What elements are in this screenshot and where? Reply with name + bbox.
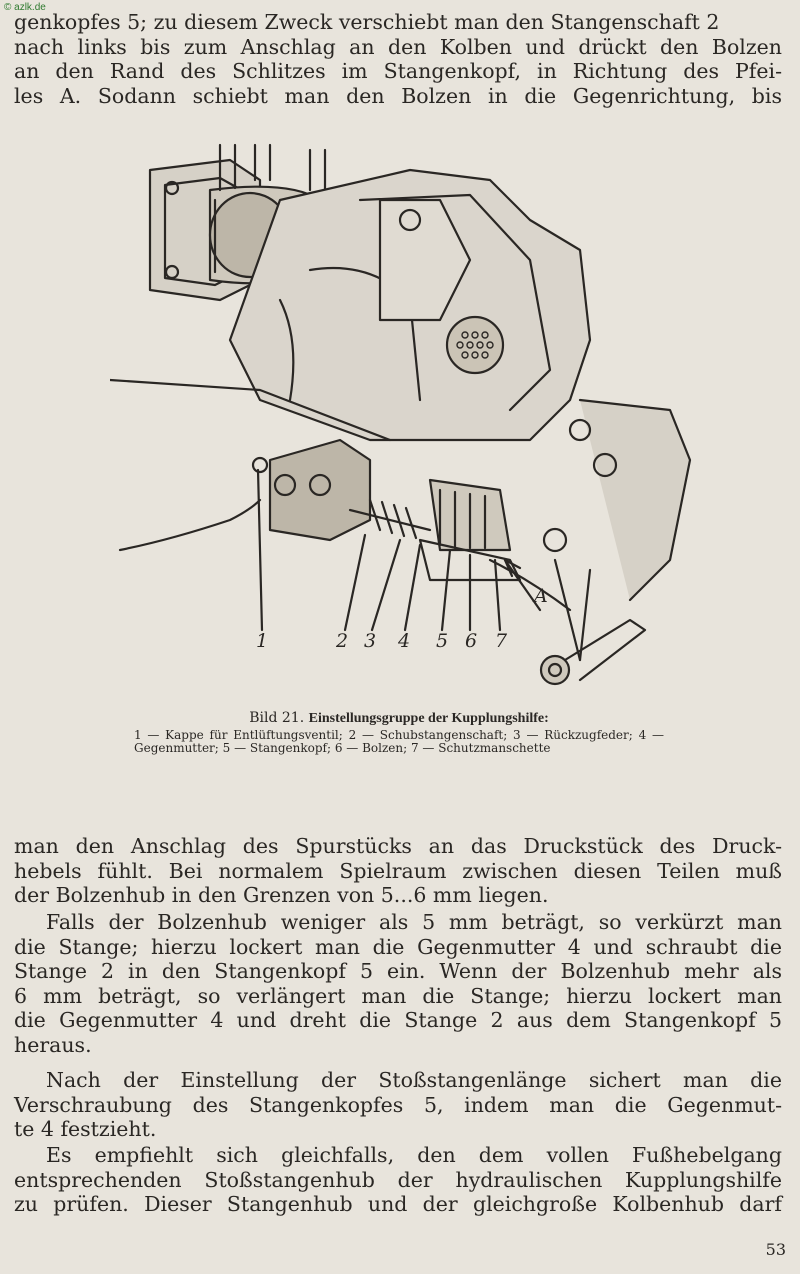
text-line: Es empfiehlt sich gleichfalls, den dem vollen Fußhebelgang <box>46 1143 782 1167</box>
paragraph <box>14 834 782 908</box>
text-line: te 4 festzieht. <box>14 1117 157 1141</box>
paragraph <box>14 1143 782 1217</box>
caption-heading: Einstellungsgruppe der Kupplungshilfe: <box>308 711 549 726</box>
text-line: Nach der Einstellung der Stoßstangenlänge sichert man die <box>46 1068 782 1092</box>
callout-7: 7 <box>495 630 508 652</box>
callout-4: 4 <box>398 630 411 652</box>
callout-5: 5 <box>436 630 449 652</box>
text-line: die Stange; hierzu lockert man die Gegenmutter 4 und schraubt die <box>14 934 782 959</box>
text-line: les A. Sodann schiebt man den Bolzen in die Gegenrichtung, bis <box>14 83 782 108</box>
callout-2: 2 <box>336 630 349 652</box>
caption-title <box>134 712 664 726</box>
text-line: nach links bis zum Anschlag an den Kolben und drückt den Bolzen <box>14 34 782 59</box>
caption-legend: 1 — Kappe für Entlüftungsventil; 2 — Schubstangenschaft; 3 — Rückzugfeder; 4 — Gegenmutter; 5 — Stangenkopf; 6 — Bolzen; 7 — Schutzmanschette <box>134 727 664 755</box>
callout-6: 6 <box>465 630 478 652</box>
text-line: Falls der Bolzenhub weniger als 5 mm beträgt, so verkürzt man <box>46 910 782 934</box>
text-line: genkopfes 5; zu diesem Zweck verschiebt man den Stangenschaft 2 <box>14 10 720 34</box>
text-line: Stange 2 in den Stangenkopf 5 ein. Wenn der Bolzenhub mehr als <box>14 959 782 983</box>
watermark: © azlk.de <box>4 2 46 13</box>
figure-caption <box>134 712 664 756</box>
top-paragraph <box>14 10 782 108</box>
text-line: der Bolzenhub in den Grenzen von 5...6 mm liegen. <box>14 883 549 907</box>
callout-1: 1 <box>256 630 269 652</box>
text-line: entsprechenden Stoßstangenhub der hydraulischen Kupplungshilfe <box>14 1167 782 1192</box>
callout-arrow-a: A <box>534 585 548 607</box>
text-line: an den Rand des Schlitzes im Stangenkopf, in Richtung des Pfei- <box>14 59 782 83</box>
text-line: die Gegenmutter 4 und dreht die Stange 2 aus dem Stangenkopf 5 <box>14 1008 782 1032</box>
text-line: heraus. <box>14 1032 92 1057</box>
text-line: 6 mm beträgt, so verlängert man die Stange; hierzu lockert man <box>14 983 782 1008</box>
figure-illustration <box>110 140 700 700</box>
page-number: 53 <box>765 1240 786 1259</box>
clutch-assembly-drawing <box>110 140 700 700</box>
caption-prefix: Bild 21. <box>249 710 305 726</box>
paragraph <box>14 1068 782 1142</box>
text-line: zu prüfen. Dieser Stangenhub und der gleichgroße Kolbenhub darf <box>14 1192 782 1216</box>
callout-3: 3 <box>364 630 377 652</box>
text-line: Verschraubung des Stangenkopfes 5, indem man die Gegenmut- <box>14 1092 782 1117</box>
text-line: man den Anschlag des Spurstücks an das Druckstück des Druck- <box>14 834 782 858</box>
paragraph <box>14 910 782 1057</box>
text-line: hebels fühlt. Bei normalem Spielraum zwischen diesen Teilen muß <box>14 858 782 883</box>
